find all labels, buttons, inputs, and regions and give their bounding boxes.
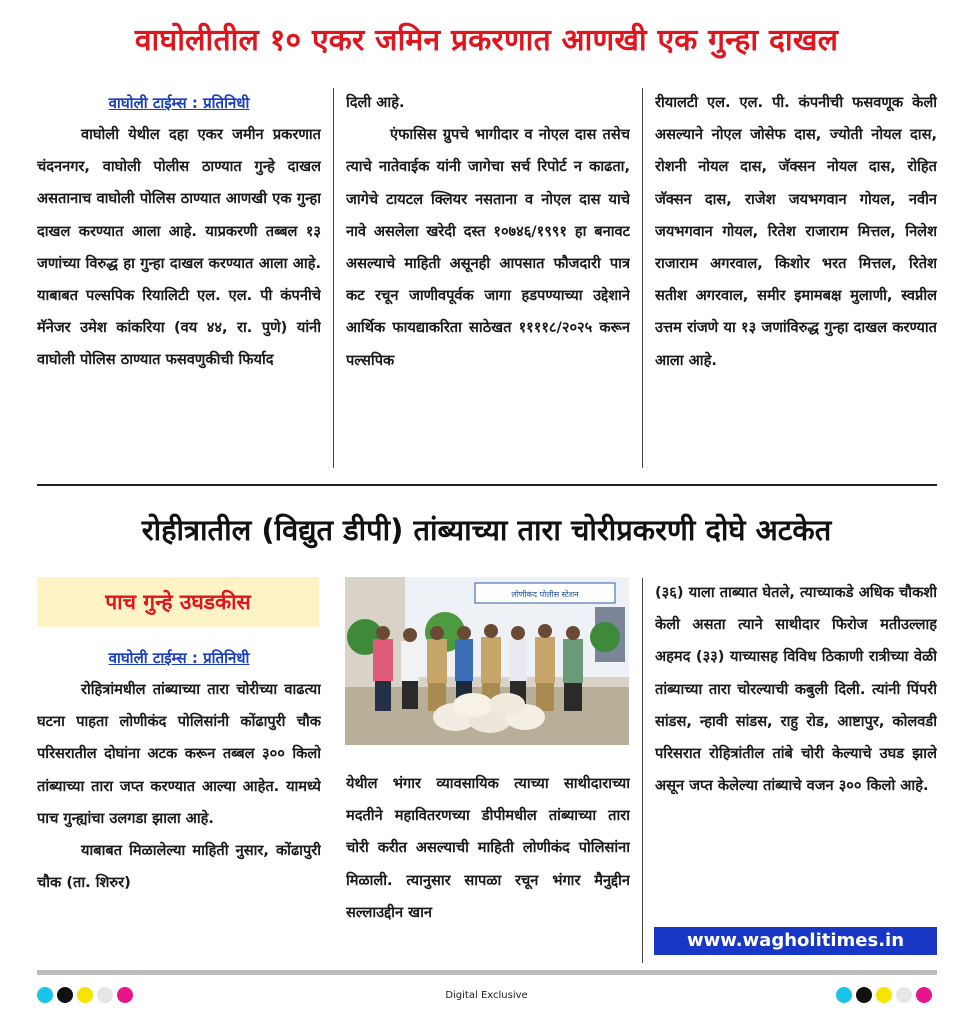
police-station-photo	[345, 577, 629, 745]
news-photo	[345, 577, 629, 745]
article2-byline[interactable]: वाघोली टाईम्स : प्रतिनिधी	[108, 649, 250, 667]
article1-col1-text: वाघोली येथील दहा एकर जमीन प्रकरणात चंदननगर, वाघोली पोलीस ठाण्यात गुन्हे दाखल असतानाच वाघोली पोलिस ठाण्यात आणखी एक गुन्हा दाखल करण्यात आला आहे. याप्रकरणी तब्बल १३ जणांच्या विरुद्ध हा गुन्हा दाखल करण्यात आला आहे. याबाबत पल्सपिक रियालिटी एल. एल. पी कंपनीचे मॅनेजर उमेश कांकरिया (वय ४४, रा. पुणे) यांनी वाघोली पोलिस ठाण्यात फसवणुकीची फिर्याद	[37, 126, 321, 369]
cyan-dot	[836, 987, 852, 1003]
article1-col2-lead: दिली आहे.	[346, 94, 405, 111]
color-registration-right	[836, 987, 932, 1003]
article2-subhead: पाच गुन्हे उघडकीस	[37, 577, 319, 627]
column-divider	[642, 88, 643, 468]
column-divider	[642, 578, 643, 963]
article2-col2-text: येथील भंगार व्यावसायिक त्याच्या साथीदाराच्या मदतीने महावितरणच्या डीपीमधील तांब्याच्या तारा चोरी करीत असल्याची माहिती लोणीकंद पोलिसांना मिळाली. त्यानुसार सापळा रचून भंगार मैनुद्दीन सल्लाउद्दीन खान	[346, 775, 630, 921]
article2-column-2	[346, 768, 630, 963]
article2-column-3	[655, 577, 937, 929]
article2-col1-p2: याबाबत मिळालेल्या माहिती नुसार, कोंढापुरी चौक (ता. शिरुर)	[37, 842, 321, 892]
article2-col1-p1: रोहित्रांमधील तांब्याच्या तारा चोरीच्या वाढत्या घटना पाहता लोणीकंद पोलिसांनी कोंढापुरी चौक परिसरातील दोघांना अटक करून तब्बल ३०० किलो तांब्याच्या तारा जप्त करण्यात आल्या आहेत. यामध्ये पाच गुन्ह्यांचा उलगडा झाला आहे.	[37, 681, 321, 827]
magenta-dot	[916, 987, 932, 1003]
footer-bar	[37, 970, 937, 975]
article1-column-1	[37, 87, 321, 471]
article-separator	[37, 484, 937, 486]
black-dot	[856, 987, 872, 1003]
website-link[interactable]: www.wagholitimes.in	[654, 927, 937, 955]
article1-col2-text: एंफासिस ग्रुपचे भागीदार व नोएल दास तसेच त्याचे नातेवाईक यांनी जागेचा सर्च रिपोर्ट न काढता, जागेचे टायटल क्लियर नसताना व नोएल दास याचे नावे असलेला खरेदी दस्त १०७४६/१९९१ हा बनावट असल्याचे माहिती असूनही आपसात फौजदारी पात्र कट रचून जाणीवपूर्वक जागा हडपण्याच्या उद्देशाने आर्थिक फायद्याकरिता साठेखत ११११८/२०२५ करून पल्सपिक	[346, 126, 630, 369]
station-sign-text: लोणीकंद पोलीस स्टेशन	[511, 590, 579, 599]
grey-dot	[896, 987, 912, 1003]
footer-label: Digital Exclusive	[445, 990, 528, 1001]
article2-col3-text: (३६) याला ताब्यात घेतले, त्याच्याकडे अधिक चौकशी केली असता त्याने साथीदार फिरोज मतीउल्लाह अहमद (३३) याच्यासह विविध ठिकाणी रात्रीच्या वेळी तांब्याच्या तारा चोरल्याची कबुली दिली. त्यांनी पिंपरी सांडस, न्हावी सांडस, राहु रोड, आष्टापुर, कोलवडी परिसरात रोहित्रांतील तांबे चोरी केल्याचे उघड झाले असून जप्त केलेल्या तांब्याचे वजन ३०० किलो आहे.	[655, 584, 937, 795]
article1-headline: वाघोलीतील १० एकर जमिन प्रकरणात आणखी एक गुन्हा दाखल	[134, 23, 839, 58]
article1-column-3	[655, 87, 937, 471]
article1-byline[interactable]: वाघोली टाईम्स : प्रतिनिधी	[108, 94, 250, 112]
article1-col3-text: रीयालटी एल. एल. पी. कंपनीची फसवणूक केली असल्याने नोएल जोसेफ दास, ज्योती नोयल दास, रोशनी नोयल दास, जॅक्सन नोयल दास, रोहित जॅक्सन दास, राजेश जयभगवान गोयल, नवीन जयभगवान गोयल, रितेश राजाराम मित्तल, निलेश राजाराम अगरवाल, किशोर भरत मित्तल, रितेश सतीश अगरवाल, समीर इमामबक्ष मुलाणी, स्वप्नील उत्तम रांजणे या १३ जणांविरुद्ध गुन्हा दाखल करण्यात आला आहे.	[655, 94, 937, 369]
yellow-dot	[876, 987, 892, 1003]
article2-headline: रोहीत्रातील (विद्युत डीपी) तांब्याच्या तारा चोरीप्रकरणी दोघे अटकेत	[141, 513, 832, 547]
article1-column-2	[346, 87, 630, 471]
column-divider	[333, 88, 334, 468]
article2-column-1	[37, 642, 321, 962]
